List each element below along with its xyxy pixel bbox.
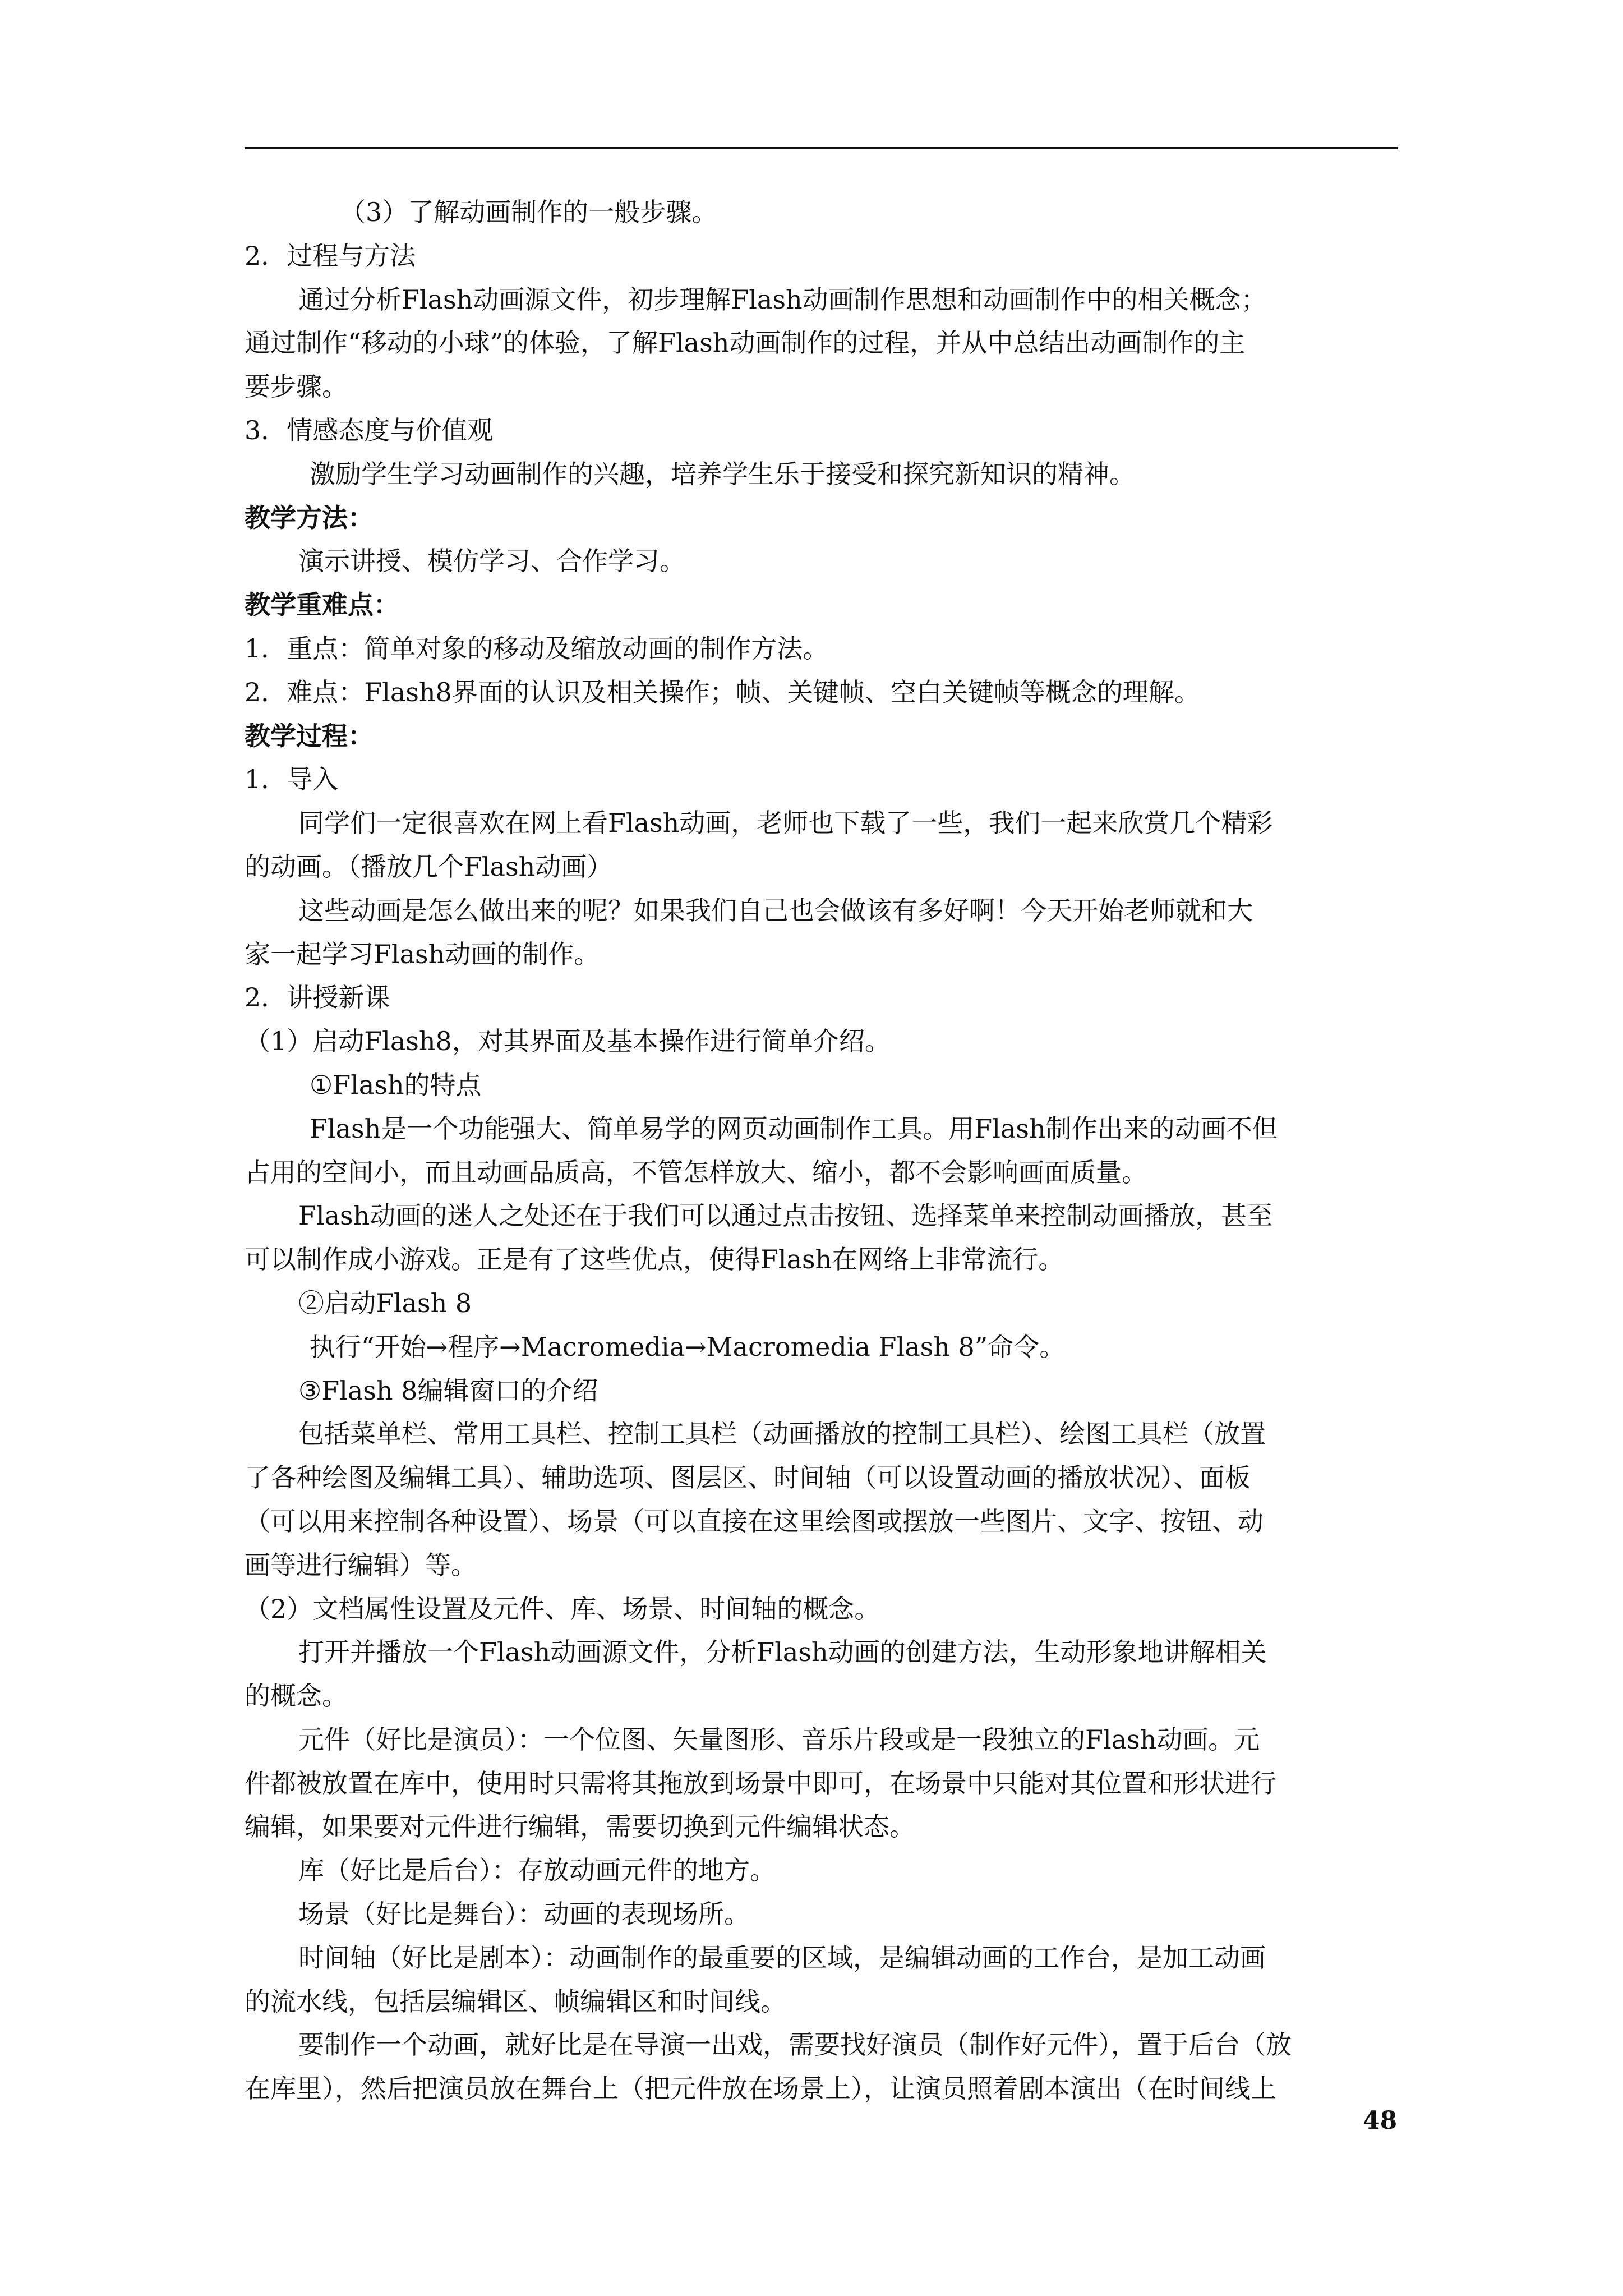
text-line: 可以制作成小游戏。正是有了这些优点，使得Flash在网络上非常流行。 [245,1244,1064,1275]
bold-heading: 教学重难点： [245,590,399,620]
text-line: 了各种绘图及编辑工具）、辅助选项、图层区、时间轴（可以设置动画的播放状况）、面板 [245,1462,1251,1493]
text-line: 画等进行编辑）等。 [245,1549,477,1580]
header-rule [245,147,1398,149]
text-line: Flash是一个功能强大、简单易学的网页动画制作工具。用Flash制作出来的动画不但 [310,1113,1278,1144]
text-line: 这些动画是怎么做出来的呢？如果我们自己也会做该有多好啊！今天开始老师就和大 [298,895,1253,926]
text-line: 通过制作“移动的小球”的体验，了解Flash动画制作的过程，并从中总结出动画制作的主 [245,328,1246,358]
document-body [245,191,1400,2111]
text-line: 要步骤。 [245,371,348,402]
text-line: 场景（好比是舞台）：动画的表现场所。 [298,1899,750,1930]
bold-heading: 教学过程： [245,720,374,751]
text-line: 2．难点：Flash8界面的认识及相关操作；帧、关键帧、空白关键帧等概念的理解。 [245,677,1200,707]
section-heading: 2．过程与方法 [245,240,416,271]
page-number: 48 [1363,2106,1398,2135]
text-line: 演示讲授、模仿学习、合作学习。 [298,546,685,577]
bold-heading: 教学方法： [245,502,374,533]
sub-heading: ②启动Flash 8 [298,1287,472,1318]
text-line: Flash动画的迷人之处还在于我们可以通过点击按钮、选择菜单来控制动画播放，甚至 [298,1200,1273,1231]
sub-heading: ①Flash的特点 [310,1069,482,1100]
text-line: 的动画。（播放几个Flash动画） [245,851,613,882]
text-line: 库（好比是后台）：存放动画元件的地方。 [298,1855,776,1886]
text-line: 的流水线，包括层编辑区、帧编辑区和时间线。 [245,1986,786,2017]
section-heading: 2．讲授新课 [245,982,390,1013]
text-line: 家一起学习Flash动画的制作。 [245,938,600,969]
text-line: 打开并播放一个Flash动画源文件，分析Flash动画的创建方法，生动形象地讲解相关 [298,1637,1267,1668]
text-line: 的概念。 [245,1681,348,1711]
sub-heading: （1）启动Flash8，对其界面及基本操作进行简单介绍。 [245,1026,891,1057]
text-line: （可以用来控制各种设置）、场景（可以直接在这里绘图或摆放一些图片、文字、按钮、动 [245,1506,1264,1536]
text-line: 件都被放置在库中，使用时只需将其拖放到场景中即可，在场景中只能对其位置和形状进行 [245,1768,1276,1798]
text-line: 元件（好比是演员）：一个位图、矢量图形、音乐片段或是一段独立的Flash动画。元 [298,1724,1260,1755]
text-line: 通过分析Flash动画源文件，初步理解Flash动画制作思想和动画制作中的相关概念； [298,284,1267,315]
text-line: 时间轴（好比是剧本）：动画制作的最重要的区域，是编辑动画的工作台，是加工动画 [298,1942,1266,1973]
text-line: 同学们一定很喜欢在网上看Flash动画，老师也下载了一些，我们一起来欣赏几个精彩 [298,808,1273,839]
section-heading: 3．情感态度与价值观 [245,415,494,445]
text-line: （3）了解动画制作的一般步骤。 [340,197,718,227]
text-line: 1．重点：简单对象的移动及缩放动画的制作方法。 [245,633,829,664]
sub-heading: ③Flash 8编辑窗口的介绍 [298,1375,598,1406]
text-line: 要制作一个动画，就好比是在导演一出戏，需要找好演员（制作好元件），置于后台（放 [298,2030,1292,2060]
text-line: 执行“开始→程序→Macromedia→Macromedia Flash 8”命令。 [310,1331,1066,1362]
text-line: 在库里），然后把演员放在舞台上（把元件放在场景上），让演员照着剧本演出（在时间线上 [245,2073,1276,2104]
text-line: 编辑，如果要对元件进行编辑，需要切换到元件编辑状态。 [245,1811,915,1842]
text-line: 包括菜单栏、常用工具栏、控制工具栏（动画播放的控制工具栏）、绘图工具栏（放置 [298,1419,1266,1450]
sub-heading: （2）文档属性设置及元件、库、场景、时间轴的概念。 [245,1593,880,1624]
text-line: 占用的空间小，而且动画品质高，不管怎样放大、缩小，都不会影响画面质量。 [245,1157,1147,1188]
text-line: 激励学生学习动画制作的兴趣，培养学生乐于接受和探究新知识的精神。 [310,458,1135,489]
section-heading: 1．导入 [245,764,339,795]
